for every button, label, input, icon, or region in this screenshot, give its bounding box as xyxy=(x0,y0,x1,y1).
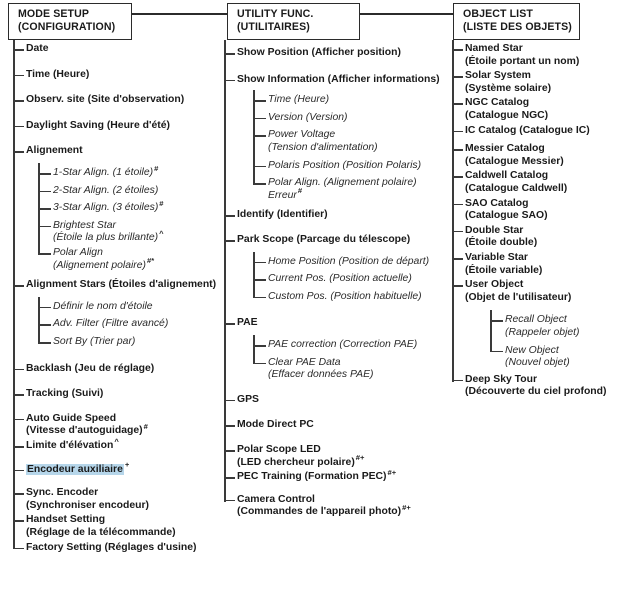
menu-item-label: Factory Setting (Réglages d'usine) xyxy=(26,541,197,553)
tree-branch-tick xyxy=(253,135,266,137)
tree-sub-spine xyxy=(253,335,255,364)
menu-item-label: (Étoile la plus brillante)^ xyxy=(53,228,164,244)
tree-branch-tick xyxy=(253,166,266,168)
footnote-marker: + xyxy=(124,460,130,470)
tree-branch-tick xyxy=(38,191,51,193)
submenu-item[interactable] xyxy=(53,318,168,331)
footnote-marker: ^ xyxy=(159,228,164,238)
menu-item-label: (Alignement polaire)#* xyxy=(53,256,155,271)
menu-item[interactable] xyxy=(237,467,397,484)
menu-item-label: (Découverte du ciel profond) xyxy=(465,386,607,398)
tree-branch-tick xyxy=(253,297,266,299)
menu-item[interactable] xyxy=(26,436,119,453)
tree-sub-spine xyxy=(38,297,40,344)
menu-item[interactable] xyxy=(26,487,149,512)
tree-branch-tick xyxy=(38,208,51,210)
menu-item-label: Auto Guide Speed xyxy=(26,412,117,424)
tree-main-spine xyxy=(452,40,454,382)
menu-item-label: PEC Training (Formation PEC)#+ xyxy=(237,467,397,483)
submenu-item[interactable] xyxy=(53,336,135,349)
menu-item-label: (Catalogue SAO) xyxy=(465,210,548,222)
menu-item[interactable] xyxy=(26,120,170,133)
menu-item-label: Définir le nom d'étoile xyxy=(53,300,153,312)
menu-item-label: Handset Setting xyxy=(26,514,106,526)
menu-item-label: Tracking (Suivi) xyxy=(26,388,104,400)
tree-branch-tick xyxy=(490,351,503,353)
tree-branch-tick xyxy=(253,183,266,185)
tree-branch-tick xyxy=(253,363,266,365)
menu-item-label: Deep Sky Tour xyxy=(465,373,537,385)
footnote-marker: # xyxy=(159,198,164,208)
menu-item-label: IC Catalog (Catalogue IC) xyxy=(465,124,590,136)
menu-item[interactable] xyxy=(465,279,571,304)
menu-item-label: Camera Control xyxy=(237,493,315,505)
submenu-item[interactable] xyxy=(505,345,570,370)
menu-item-label: Mode Direct PC xyxy=(237,419,314,431)
menu-item-label: Sync. Encoder xyxy=(26,487,99,499)
submenu-item[interactable] xyxy=(53,301,153,314)
footnote-marker: #+ xyxy=(387,467,397,477)
menu-item-label: Alignment Stars (Étoiles d'alignement) xyxy=(26,279,217,291)
footnote-marker: # xyxy=(297,186,303,196)
menu-item-label: User Object xyxy=(465,279,524,291)
menu-item-label: Time (Heure) xyxy=(268,94,330,106)
menu-item[interactable] xyxy=(465,374,606,399)
tree-branch-tick xyxy=(38,253,51,255)
menu-item-label: Daylight Saving (Heure d'été) xyxy=(26,119,170,131)
tree-branch-tick xyxy=(253,118,266,120)
connector-mode-to-utility xyxy=(131,13,228,15)
menu-item[interactable] xyxy=(465,70,551,95)
menu-item-label: Power Voltage xyxy=(268,129,336,141)
menu-item-label: (Catalogue NGC) xyxy=(465,109,549,121)
menu-item-label: Solar System xyxy=(465,70,531,82)
menu-item[interactable] xyxy=(237,74,440,87)
menu-item[interactable] xyxy=(26,279,216,292)
tree-sub-spine xyxy=(38,163,40,255)
tree-main-spine xyxy=(13,40,15,549)
menu-item-label: New Object xyxy=(505,344,559,356)
column-header-object-list[interactable] xyxy=(453,3,580,40)
submenu-item[interactable] xyxy=(53,198,164,215)
menu-item-label: (Synchroniser encodeur) xyxy=(26,499,149,511)
menu-item[interactable] xyxy=(237,444,364,469)
menu-item[interactable] xyxy=(237,394,259,407)
tree-sub-spine xyxy=(253,90,255,185)
menu-item-label: Caldwell Catalog xyxy=(465,170,549,182)
menu-item[interactable] xyxy=(465,43,579,68)
footnote-marker: ^ xyxy=(114,436,119,446)
menu-item-label: GPS xyxy=(237,393,259,405)
menu-item-label: Recall Object xyxy=(505,314,567,326)
menu-item[interactable] xyxy=(237,209,328,222)
menu-item[interactable] xyxy=(465,225,537,250)
footnote-marker: #+ xyxy=(355,453,365,463)
menu-item-label: Alignement xyxy=(26,145,83,157)
tree-branch-tick xyxy=(38,307,51,309)
menu-item-label: (Étoile double) xyxy=(465,237,538,249)
footnote-marker: #* xyxy=(146,256,155,266)
menu-item-label: SAO Catalog xyxy=(465,197,529,209)
footnote-marker: # xyxy=(143,421,148,431)
menu-item-label: Version (Version) xyxy=(268,111,348,123)
menu-item[interactable] xyxy=(26,413,148,438)
menu-item[interactable] xyxy=(26,363,154,376)
menu-item-label: (Étoile variable) xyxy=(465,264,543,276)
submenu-item[interactable] xyxy=(268,256,429,269)
menu-item-label: Observ. site (Site d'observation) xyxy=(26,94,185,106)
tree-branch-tick xyxy=(253,345,266,347)
footnote-marker: #+ xyxy=(402,502,411,512)
submenu-item[interactable] xyxy=(505,314,580,339)
footnote-marker: # xyxy=(154,163,159,173)
tree-branch-tick xyxy=(253,279,266,281)
menu-item-label: Polar Align xyxy=(53,247,103,258)
header-line-1: OBJECT LIST xyxy=(463,8,533,20)
menu-item-label: Backlash (Jeu de réglage) xyxy=(26,362,155,374)
menu-item-label: Double Star xyxy=(465,224,524,236)
header-line-1: UTILITY FUNC. xyxy=(237,8,314,20)
column-header-mode-setup[interactable] xyxy=(8,3,132,40)
menu-item-label: Brightest Star xyxy=(53,219,116,231)
submenu-item[interactable] xyxy=(53,185,158,198)
menu-item[interactable] xyxy=(237,317,258,330)
menu-item[interactable] xyxy=(26,43,49,56)
menu-item[interactable] xyxy=(237,47,401,60)
submenu-item[interactable] xyxy=(268,357,374,382)
menu-item[interactable] xyxy=(237,419,314,432)
menu-item-label: Erreur# xyxy=(268,186,303,201)
menu-item[interactable] xyxy=(465,252,542,277)
menu-item-label: (Nouvel objet) xyxy=(505,357,570,369)
header-line-2: (UTILITAIRES) xyxy=(237,21,310,34)
menu-item[interactable] xyxy=(465,170,567,195)
connector-utility-to-object xyxy=(359,13,454,15)
menu-item-label: (Catalogue Messier) xyxy=(465,155,564,167)
menu-item-label: (Rappeler objet) xyxy=(505,326,580,338)
tree-branch-tick xyxy=(490,320,503,322)
menu-item[interactable] xyxy=(465,125,590,138)
menu-item-label: Show Information (Afficher informations) xyxy=(237,73,440,85)
menu-item-label: Current Pos. (Position actuelle) xyxy=(268,273,412,285)
menu-item-label: Sort By (Trier par) xyxy=(53,336,136,347)
menu-item-label: Polar Align. (Alignement polaire) xyxy=(268,177,417,189)
menu-item-label: (Catalogue Caldwell) xyxy=(465,182,568,194)
menu-item[interactable] xyxy=(26,514,176,539)
menu-item-label: (Système solaire) xyxy=(465,82,552,94)
submenu-item[interactable] xyxy=(268,177,417,202)
menu-item-label: Custom Pos. (Position habituelle) xyxy=(268,290,422,302)
tree-branch-tick xyxy=(38,324,51,326)
header-line-2: (LISTE DES OBJETS) xyxy=(463,21,572,34)
menu-item-label: Polar Scope LED xyxy=(237,444,321,455)
tree-branch-tick xyxy=(38,173,51,175)
tree-sub-spine xyxy=(490,310,492,352)
menu-item-label: (Effacer données PAE) xyxy=(268,369,374,381)
menu-item[interactable] xyxy=(465,143,564,168)
menu-item-label: (Vitesse d'autoguidage)# xyxy=(26,421,148,437)
menu-item[interactable] xyxy=(237,494,411,519)
submenu-item[interactable] xyxy=(268,94,329,107)
menu-item[interactable] xyxy=(26,94,184,107)
menu-item-label: Show Position (Afficher position) xyxy=(237,47,401,58)
menu-item[interactable] xyxy=(26,145,83,158)
menu-item-label: Polaris Position (Position Polaris) xyxy=(268,159,422,171)
menu-item-label: 1-Star Align. (1 étoile)# xyxy=(53,163,159,178)
submenu-item[interactable] xyxy=(53,163,159,180)
menu-item-label: Park Scope (Parcage du télescope) xyxy=(237,234,411,245)
submenu-item[interactable] xyxy=(268,160,421,173)
submenu-item[interactable] xyxy=(268,129,378,154)
menu-item-label: Encodeur auxiliaire + xyxy=(27,460,130,475)
submenu-item[interactable] xyxy=(268,273,412,286)
menu-item[interactable] xyxy=(465,198,548,223)
submenu-item[interactable] xyxy=(268,339,417,352)
menu-item-label: (LED chercheur polaire)#+ xyxy=(237,453,365,468)
menu-item-label: Limite d'élévation^ xyxy=(26,436,119,451)
menu-item-label: Time (Heure) xyxy=(26,68,90,80)
tree-branch-tick xyxy=(38,226,51,228)
tree-main-spine xyxy=(224,40,226,502)
menu-item-label: Messier Catalog xyxy=(465,143,545,155)
menu-item[interactable] xyxy=(26,542,196,555)
menu-item-label: 2-Star Align. (2 étoiles) xyxy=(53,184,159,196)
menu-item-label: (Étoile portant un nom) xyxy=(465,55,580,67)
tree-branch-tick xyxy=(253,262,266,264)
tree-branch-tick xyxy=(38,342,51,344)
submenu-item[interactable] xyxy=(268,112,348,125)
menu-item-label: Variable Star xyxy=(465,252,528,263)
menu-item-label: (Tension d'alimentation) xyxy=(268,141,378,153)
header-line-1: MODE SETUP xyxy=(18,8,90,20)
menu-item-label: NGC Catalog xyxy=(465,97,530,109)
column-header-utility-func[interactable] xyxy=(227,3,360,40)
header-line-2: (CONFIGURATION) xyxy=(18,21,116,34)
menu-item-label: (Objet de l'utilisateur) xyxy=(465,291,572,303)
menu-item-label: Date xyxy=(26,43,49,54)
menu-item-label: Named Star xyxy=(465,43,523,54)
menu-item[interactable] xyxy=(26,388,103,401)
menu-item[interactable] xyxy=(26,460,130,477)
menu-item[interactable] xyxy=(465,97,548,122)
tree-sub-spine xyxy=(253,252,255,299)
tree-branch-tick xyxy=(253,100,266,102)
menu-item-label: Clear PAE Data xyxy=(268,356,341,368)
menu-item-label: Home Position (Position de départ) xyxy=(268,255,430,267)
submenu-item[interactable] xyxy=(268,291,422,304)
menu-item[interactable] xyxy=(237,234,410,247)
menu-item-label: Identify (Identifier) xyxy=(237,209,328,221)
menu-item-label: PAE xyxy=(237,317,258,329)
submenu-item[interactable] xyxy=(53,220,164,245)
menu-item-label: Adv. Filter (Filtre avancé) xyxy=(53,318,169,330)
menu-item-label: (Commandes de l'appareil photo)#+ xyxy=(237,502,411,518)
menu-item[interactable] xyxy=(26,69,89,82)
submenu-item[interactable] xyxy=(53,247,154,272)
menu-item-label: PAE correction (Correction PAE) xyxy=(268,339,418,350)
menu-item-label: (Réglage de la télécommande) xyxy=(26,526,176,538)
menu-item-label: 3-Star Align. (3 étoiles)# xyxy=(53,198,164,214)
